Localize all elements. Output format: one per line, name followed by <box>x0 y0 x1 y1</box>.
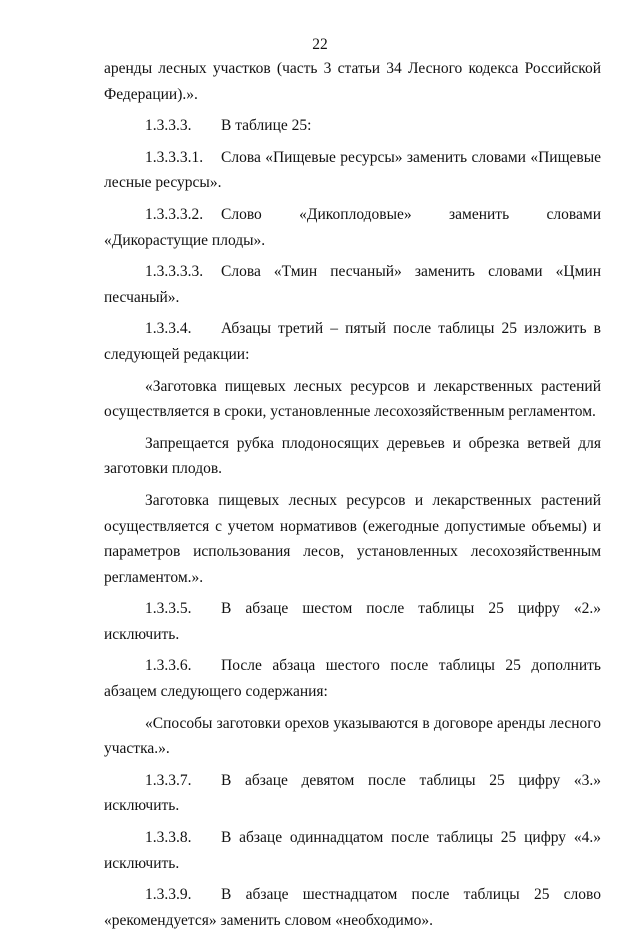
paragraph <box>104 768 601 819</box>
paragraph <box>104 202 601 253</box>
paragraph <box>104 259 601 310</box>
paragraph-text: «Способы заготовки орехов указываются в договоре аренды лесного участка.». <box>104 714 601 758</box>
paragraph <box>104 488 601 590</box>
paragraph <box>104 431 601 482</box>
clause-number: 1.3.3.3. <box>145 117 192 135</box>
paragraph-text: Слова «Тмин песчаный» заменить словами «Цмин песчаный». <box>104 263 601 306</box>
clause-number: 1.3.3.8. <box>145 829 192 847</box>
clause-number: 1.3.3.6. <box>145 657 192 675</box>
paragraph-text: Слова «Пищевые ресурсы» заменить словами «Пищевые лесные ресурсы». <box>104 148 601 192</box>
clause-number: 1.3.3.3.2. <box>145 205 204 223</box>
paragraph-text: В абзаце шестнадцатом после таблицы 25 слово «рекомендуется» заменить словом «необходимо». <box>104 886 601 929</box>
paragraph-text: Абзацы третий – пятый после таблицы 25 изложить в следующей редакции: <box>104 320 601 363</box>
clause-number: 1.3.3.7. <box>145 771 192 789</box>
document-body <box>104 56 601 939</box>
clause-number: 1.3.3.9. <box>145 886 192 904</box>
paragraph <box>104 882 601 933</box>
paragraph-text: аренды лесных участков (часть 3 статьи 34 Лесного кодекса Российской Федерации).». <box>104 60 601 103</box>
clause-number: 1.3.3.3.1. <box>145 148 204 166</box>
clause-number: 1.3.3.4. <box>145 320 192 338</box>
paragraph-text: В абзаце одиннадцатом после таблицы 25 цифру «4.» исключить. <box>104 829 601 872</box>
paragraph <box>104 316 601 367</box>
paragraph-text: «Заготовка пищевых лесных ресурсов и лекарственных растений осуществляется в сроки, установленные лесохозяйственным регламентом. <box>104 377 601 421</box>
paragraph <box>104 825 601 876</box>
clause-number: 1.3.3.3.3. <box>145 263 204 281</box>
paragraph <box>104 374 601 425</box>
paragraph <box>104 596 601 647</box>
paragraph-text: В абзаце девятом после таблицы 25 цифру «3.» исключить. <box>104 771 601 815</box>
paragraph-text: В таблице 25: <box>221 117 312 135</box>
paragraph <box>104 653 601 704</box>
paragraph-text: После абзаца шестого после таблицы 25 дополнить абзацем следующего содержания: <box>104 657 601 701</box>
paragraph-text: В абзаце шестом после таблицы 25 цифру «2.» исключить. <box>104 600 601 643</box>
paragraph-text: Запрещается рубка плодоносящих деревьев и обрезка ветвей для заготовки плодов. <box>104 434 601 478</box>
page-number: 22 <box>312 36 328 53</box>
paragraph <box>104 56 601 107</box>
paragraph-text: Заготовка пищевых лесных ресурсов и лекарственных растений осуществляется с учетом нормативов (ежегодные допустимые объемы) и параметров использования лесов, установленных лесохозяйственным регламентом.». <box>104 491 601 586</box>
paragraph-text: Слово «Дикоплодовые» заменить словами «Дикорастущие плоды». <box>104 205 601 249</box>
clause-number: 1.3.3.5. <box>145 600 192 618</box>
paragraph <box>104 711 601 762</box>
paragraph <box>104 145 601 196</box>
paragraph <box>104 113 601 139</box>
